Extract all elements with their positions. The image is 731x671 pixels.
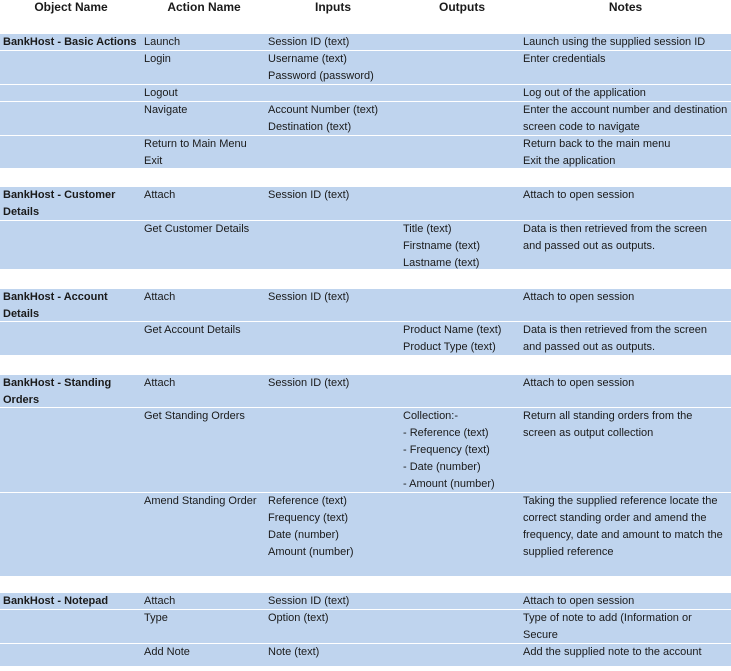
header-object-name: Object Name	[34, 0, 108, 14]
outputs: Collection:- - Reference (text) - Frequency (text) - Date (number) - Amount (number)	[403, 410, 495, 490]
table-row	[0, 407, 731, 493]
action-name: Login	[144, 53, 171, 65]
table-row	[0, 321, 731, 356]
action-name: Type	[144, 612, 168, 624]
inputs: Session ID (text)	[268, 189, 350, 201]
table-row	[0, 84, 731, 102]
action-name: Attach	[144, 189, 176, 201]
notes: Attach to open session	[523, 595, 635, 607]
action-name: Launch	[144, 36, 181, 48]
notes: Enter credentials	[523, 53, 606, 65]
action-name: Return to Main Menu Exit	[144, 138, 247, 167]
inputs: Account Number (text) Destination (text)	[268, 104, 379, 133]
table-row	[0, 492, 731, 577]
notes: Attach to open session	[523, 189, 635, 201]
notes: Type of note to add (Information or Secure	[523, 612, 692, 641]
inputs: Reference (text) Frequency (text) Date (number) Amount (number)	[268, 495, 354, 558]
table-row	[0, 50, 731, 85]
outputs: Title (text) Firstname (text) Lastname (text)	[403, 223, 481, 269]
action-name: Get Standing Orders	[144, 410, 245, 422]
action-name: Attach	[144, 595, 176, 607]
action-name: Attach	[144, 377, 176, 389]
inputs: Session ID (text)	[268, 36, 350, 48]
notes: Return all standing orders from the screen as output collection	[523, 410, 693, 439]
object-name: BankHost - Customer Details	[3, 189, 116, 218]
table-row	[0, 643, 731, 667]
table-row	[0, 186, 731, 221]
object-name: BankHost - Basic Actions	[3, 36, 137, 48]
inputs: Option (text)	[268, 612, 329, 624]
table-row	[0, 609, 731, 644]
action-name: Attach	[144, 291, 176, 303]
action-name: Logout	[144, 87, 178, 99]
object-name: BankHost - Standing Orders	[3, 377, 112, 406]
notes: Add the supplied note to the account	[523, 646, 702, 658]
table-row	[0, 135, 731, 169]
inputs: Session ID (text)	[268, 291, 350, 303]
header-action-name: Action Name	[167, 0, 241, 14]
action-name: Get Customer Details	[144, 223, 250, 235]
action-name: Get Account Details	[144, 324, 241, 336]
action-name: Amend Standing Order	[144, 495, 257, 507]
inputs: Session ID (text)	[268, 377, 350, 389]
table-row	[0, 374, 731, 408]
inputs: Session ID (text)	[268, 595, 350, 607]
header-notes: Notes	[608, 0, 643, 14]
notes: Attach to open session	[523, 377, 635, 389]
table-row	[0, 592, 731, 610]
inputs: Note (text)	[268, 646, 320, 658]
notes: Taking the supplied reference locate the correct standing order and amend the frequency, date and amount to match the supplied reference	[523, 495, 723, 558]
notes: Attach to open session	[523, 291, 635, 303]
notes: Launch using the supplied session ID	[523, 36, 706, 48]
object-name: BankHost - Account Details	[3, 291, 108, 320]
header-inputs: Inputs	[315, 0, 351, 14]
action-name: Add Note	[144, 646, 190, 658]
notes: Data is then retrieved from the screen and passed out as outputs.	[523, 223, 708, 252]
notes: Log out of the application	[523, 87, 646, 99]
object-name: BankHost - Notepad	[3, 595, 109, 607]
outputs: Product Name (text) Product Type (text)	[403, 324, 502, 353]
action-name: Navigate	[144, 104, 188, 116]
table-row	[0, 101, 731, 136]
table-header	[0, 0, 731, 18]
notes: Return back to the main menu Exit the application	[523, 138, 671, 167]
header-outputs: Outputs	[439, 0, 485, 14]
inputs: Username (text) Password (password)	[268, 53, 374, 82]
notes: Enter the account number and destination screen code to navigate	[523, 104, 728, 133]
table-row	[0, 288, 731, 322]
table-row	[0, 33, 731, 51]
notes: Data is then retrieved from the screen and passed out as outputs.	[523, 324, 708, 353]
table-row	[0, 220, 731, 270]
